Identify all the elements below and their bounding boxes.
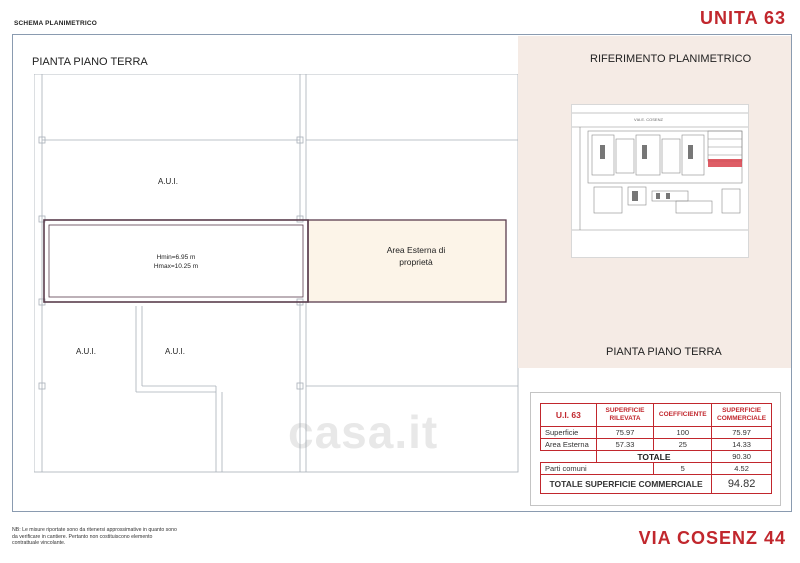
reference-map-thumbnail (571, 104, 749, 258)
external-area-label-1: Area Esterna di (386, 245, 446, 255)
common-commercial: 4.52 (712, 463, 772, 475)
reference-highlight (708, 159, 742, 167)
table-row (541, 427, 772, 439)
row-coefficient: 100 (654, 427, 712, 439)
table-row-grand-total (541, 475, 772, 494)
table-row (541, 439, 772, 451)
grand-total-label: TOTALE SUPERFICIE COMMERCIALE (541, 475, 712, 494)
ground-floor-label: PIANTA PIANO TERRA (606, 346, 722, 358)
unit-title: UNITA 63 (699, 8, 786, 28)
table-row-common (541, 463, 772, 475)
watermark: casa.it (288, 406, 439, 458)
floor-plan (34, 74, 520, 474)
header-surface: SUPERFICIE RILEVATA (596, 404, 654, 427)
row-coefficient: 25 (654, 439, 712, 451)
aui-bottom-mid-label: A.U.I. (164, 347, 186, 356)
reference-title: RIFERIMENTO PLANIMETRICO (590, 53, 752, 65)
grand-total-value: 94.82 (712, 475, 772, 494)
address-label: VIA COSENZ 44 (638, 528, 786, 548)
header-ui: U.I. 63 (541, 404, 597, 427)
aui-bottom-left-label: A.U.I. (75, 347, 97, 356)
total-value: 90.30 (712, 451, 772, 463)
external-area-label-2: proprietà (399, 257, 433, 267)
header-label: SCHEMA PLANIMETRICO (14, 20, 98, 27)
row-surface: 57.33 (596, 439, 654, 451)
row-commercial: 14.33 (712, 439, 772, 451)
common-label: Parti comuni (541, 463, 654, 475)
hmin-label: Hmin=6.95 m (156, 254, 196, 261)
unit-63-outline (44, 220, 308, 302)
total-label: TOTALE (596, 451, 712, 463)
hmax-label: Hmax=10.25 m (153, 263, 199, 270)
row-surface: 75.97 (596, 427, 654, 439)
row-label: Area Esterna (541, 439, 597, 451)
reference-street-label: VIA E. COSENZ (634, 117, 663, 122)
plan-title: PIANTA PIANO TERRA (32, 56, 148, 68)
disclaimer-note: NB: Le misure riportate sono da ritenersi approssimative in quanto sono da verificare in cantiere. Pertanto non costituiscono elemento contrattuale vincolante. (12, 527, 177, 546)
row-label: Superficie (541, 427, 597, 439)
common-coefficient: 5 (654, 463, 712, 475)
surface-table (540, 403, 772, 494)
header-commercial: SUPERFICIE COMMERCIALE (712, 404, 772, 427)
header-coefficient: COEFFICIENTE (654, 404, 712, 427)
table-row-total (541, 451, 772, 463)
row-commercial: 75.97 (712, 427, 772, 439)
aui-top-label: A.U.I. (157, 177, 179, 186)
